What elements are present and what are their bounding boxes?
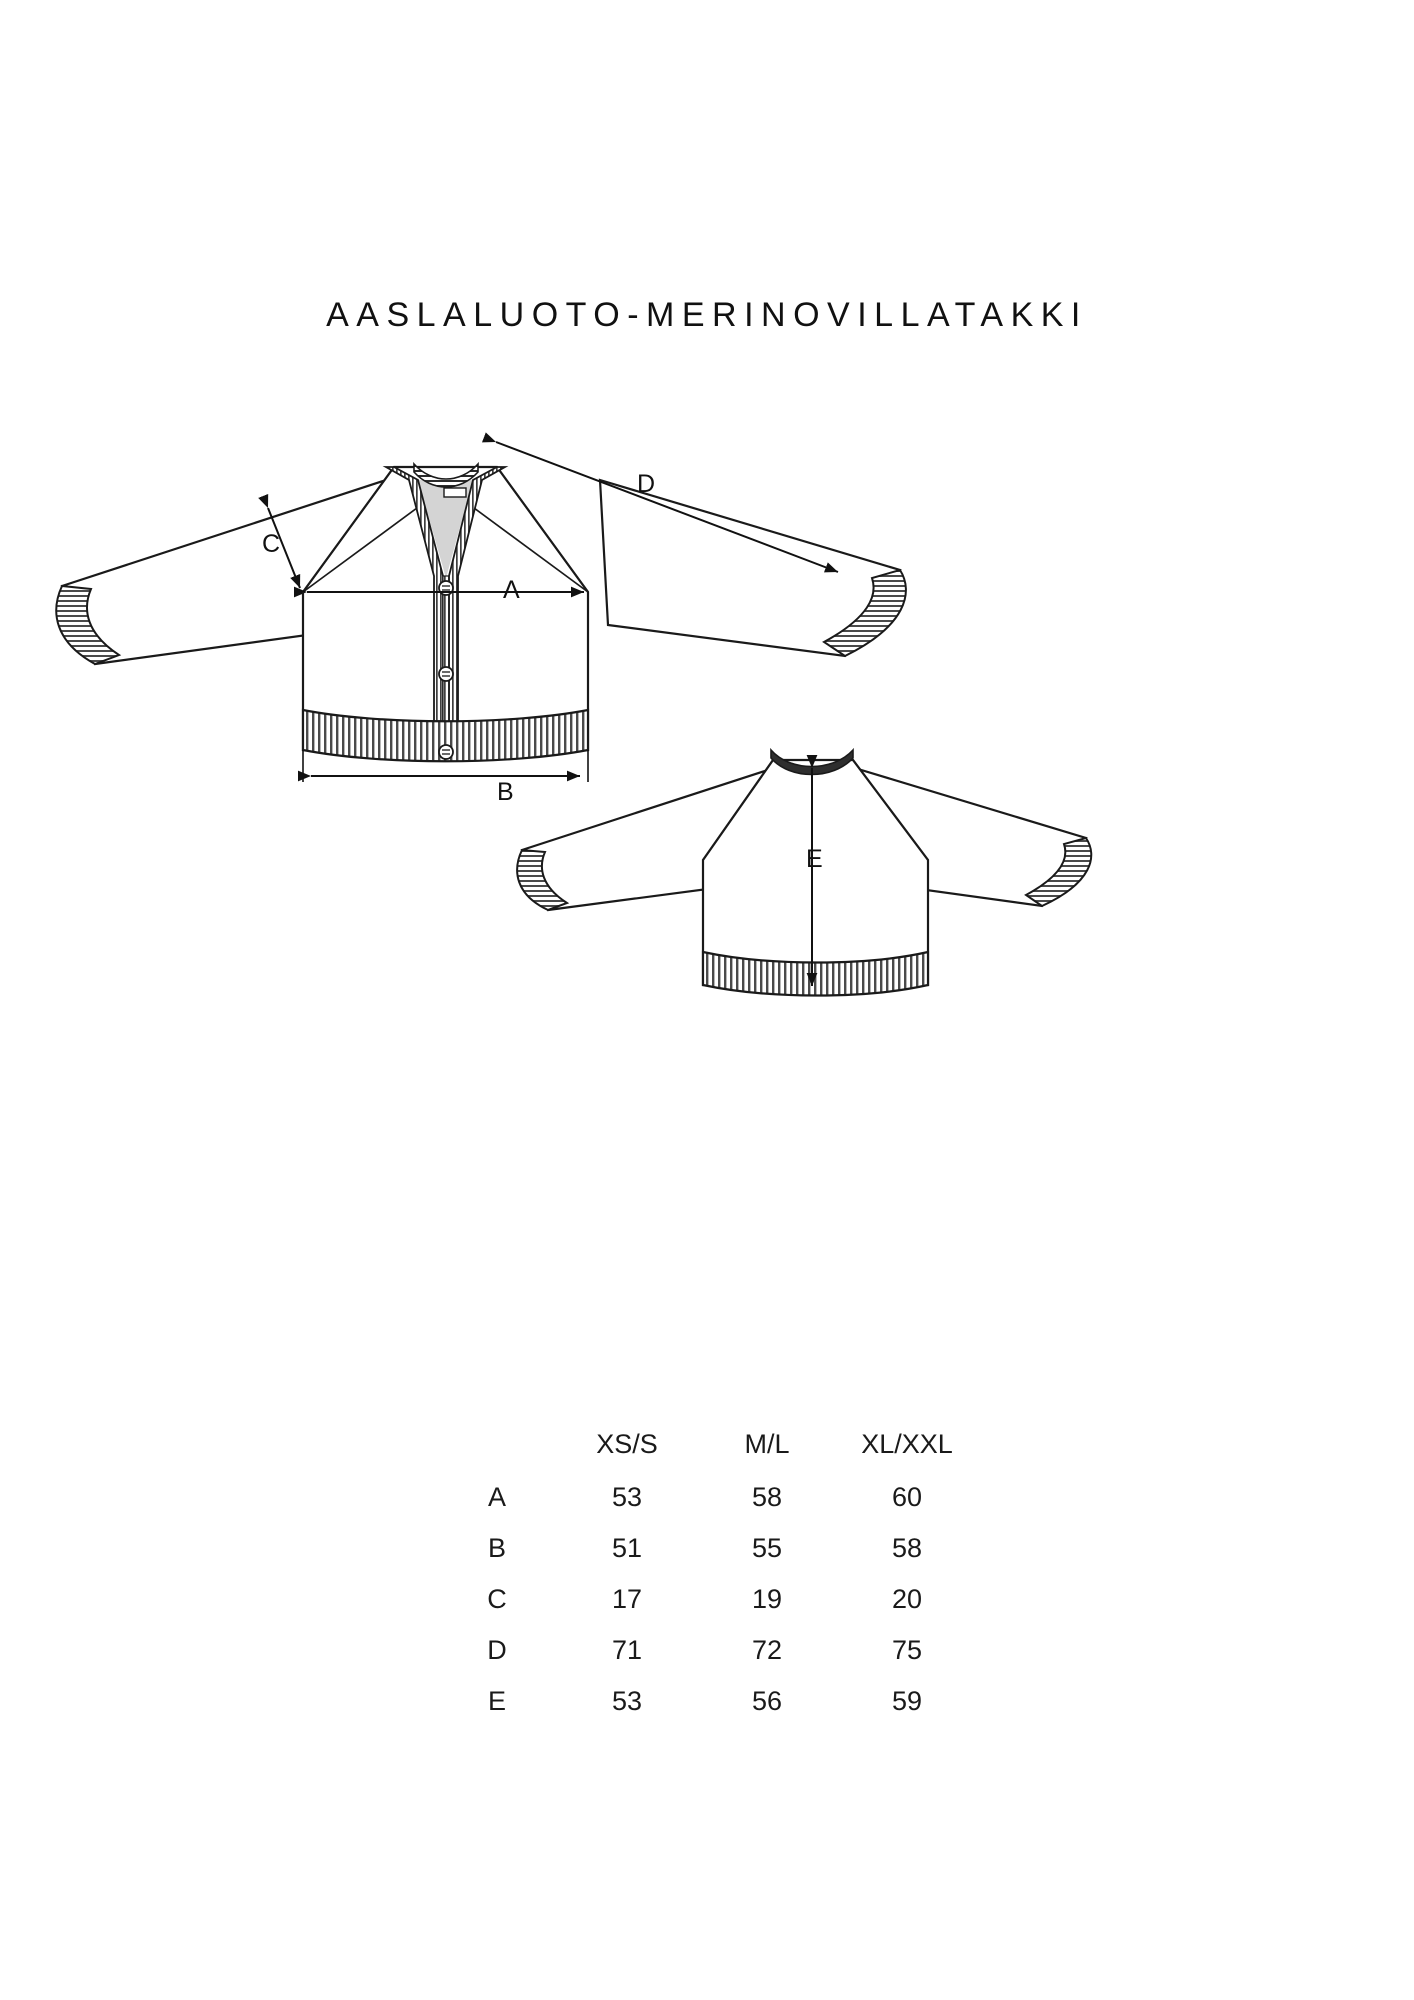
cell-e-xl-xxl: 59 [891,1686,923,1716]
column-header-xs-s: XS/S [596,1429,658,1459]
cell-e-xs-s: 53 [611,1686,643,1716]
cell-d-xs-s: 71 [611,1635,643,1665]
measure-label-A: A [503,576,520,604]
cell-d-xl-xxl: 75 [891,1635,923,1665]
table-row [437,1676,977,1727]
row-label-b: B [487,1533,506,1563]
measure-label-C: C [262,530,281,558]
cardigan-front-view [56,442,906,782]
page-title: AASLALUOTO-MERINOVILLATAKKI [326,296,1088,334]
row-label-e: E [487,1686,506,1716]
cell-a-xl-xxl: 60 [891,1482,923,1512]
table-row [437,1472,977,1523]
size-table [437,1390,977,1727]
table-corner-header [437,1390,557,1472]
cell-e-m-l: 56 [751,1686,783,1716]
table-header-row [437,1390,977,1472]
cardigan-back-view [517,750,1091,996]
row-label-d: D [487,1635,507,1665]
cell-d-m-l: 72 [751,1635,783,1665]
measure-label-E: E [806,845,823,873]
cell-b-m-l: 55 [751,1533,783,1563]
table-row [437,1523,977,1574]
garment-illustration [0,420,1414,1100]
row-label-a: A [487,1482,506,1512]
cell-c-xl-xxl: 20 [891,1584,923,1614]
measure-label-D: D [637,470,656,498]
row-label-c: C [487,1584,507,1614]
care-label [444,488,466,497]
cell-c-m-l: 19 [751,1584,783,1614]
table-row [437,1574,977,1625]
cell-c-xs-s: 17 [611,1584,643,1614]
cell-b-xs-s: 51 [611,1533,643,1563]
cell-a-xs-s: 53 [611,1482,643,1512]
table-row [437,1625,977,1676]
cell-a-m-l: 58 [751,1482,783,1512]
measure-label-B: B [497,778,514,806]
column-header-xl-xxl: XL/XXL [861,1429,953,1459]
size-table-wrapper [0,1390,1414,1727]
cell-b-xl-xxl: 58 [891,1533,923,1563]
column-header-m-l: M/L [744,1429,790,1459]
